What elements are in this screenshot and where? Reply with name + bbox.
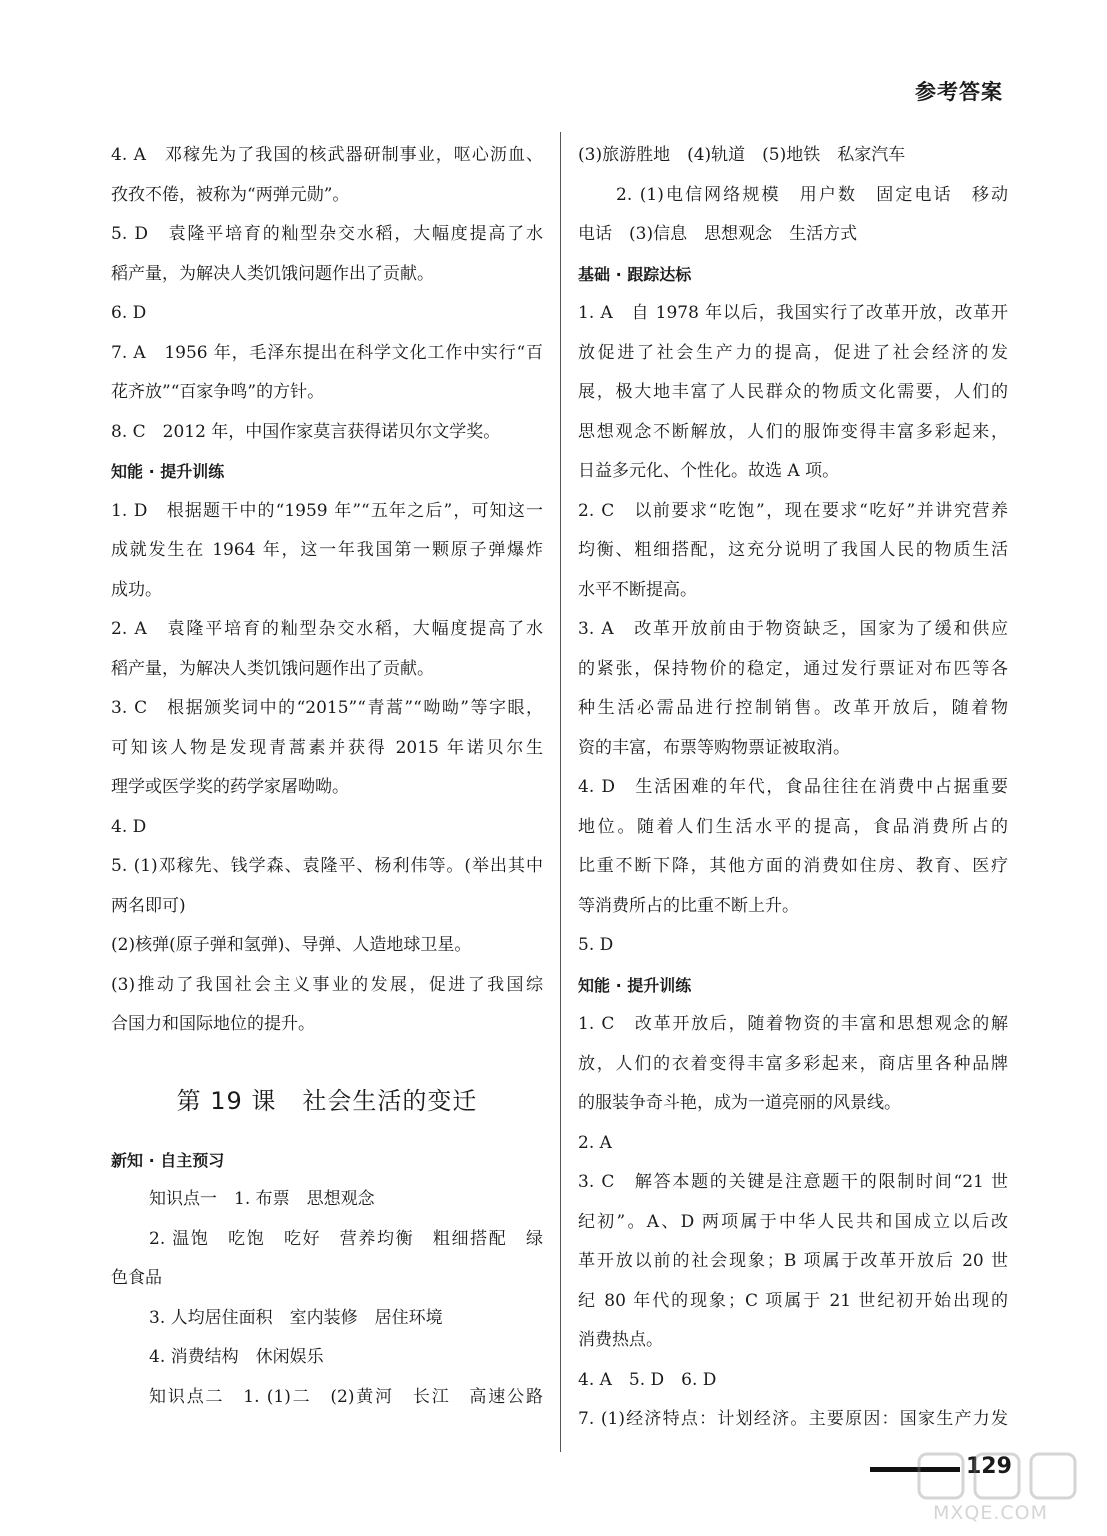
answer-line: 消费热点。: [578, 1330, 663, 1350]
page-header: 参考答案: [915, 80, 1003, 104]
answer-line: (3)旅游胜地 (4)轨道 (5)地铁 私家汽车: [578, 145, 906, 165]
answer-line: 2. C 以前要求“吃饱”，现在要求“吃好”并讲究营养: [578, 500, 1008, 521]
answer-line: 放促进了社会生产力的提高，促进了社会经济的发: [578, 342, 1008, 363]
answer-line: 色食品: [111, 1268, 162, 1288]
lesson-name: 社会生活的变迁: [302, 1086, 478, 1115]
answer-line: 4. D: [111, 816, 147, 837]
answer-line: 资的丰富，布票等购物票证被取消。: [578, 737, 850, 758]
section-heading: 新知 · 自主预习: [111, 1150, 225, 1170]
answer-line: 3. C 解答本题的关键是注意题干的限制时间“21 世: [578, 1172, 1008, 1192]
answer-line: 等消费所占的比重不断上升。: [578, 895, 799, 916]
answer-line: 6. D: [111, 303, 147, 323]
answer-line: 纪 80 年代的现象；C 项属于 21 世纪初开始出现的: [578, 1290, 1008, 1311]
answer-line: 地位。随着人们生活水平的提高，食品消费所占的: [578, 816, 1008, 837]
answer-line: 展，极大地丰富了人民群众的物质文化需要，人们的: [578, 382, 1008, 402]
answer-line: 4. 消费结构 休闲娱乐: [149, 1347, 324, 1367]
answer-line: 成就发生在 1964 年，这一年我国第一颗原子弹爆炸: [111, 540, 543, 560]
answer-line: 3. 人均居住面积 室内装修 居住环境: [149, 1307, 443, 1328]
answer-line: 放，人们的衣着变得丰富多彩起来，商店里各种品牌: [578, 1053, 1008, 1074]
answer-line: 的紧张，保持物价的稳定，通过发行票证对布匹等各: [578, 658, 1008, 679]
answer-line: 1. A 自 1978 年以后，我国实行了改革开放，改革开: [578, 303, 1008, 323]
answer-line: 1. C 改革开放后，随着物资的丰富和思想观念的解: [578, 1014, 1008, 1034]
answer-line: 日益多元化、个性化。故选 A 项。: [578, 461, 840, 481]
answer-line: 4. A 邓稼先为了我国的核武器研制事业，呕心沥血、: [111, 145, 543, 165]
answer-line: 7. (1)经济特点：计划经济。主要原因：国家生产力发: [578, 1409, 1009, 1429]
answer-line: 知识点一 1. 布票 思想观念: [149, 1189, 375, 1209]
answer-line: 电话 (3)信息 思想观念 生活方式: [578, 224, 858, 244]
answer-line: 3. A 改革开放前由于物资缺乏，国家为了缓和供应: [578, 619, 1008, 639]
answer-line: 成功。: [111, 579, 162, 600]
answer-line: 两名即可): [111, 895, 186, 916]
answer-line: (2)核弹(原子弹和氢弹)、导弹、人造地球卫星。: [111, 935, 472, 955]
answer-line: 知识点二 1. (1)二 (2)黄河 长江 高速公路: [149, 1386, 543, 1407]
answer-line: 5. (1)邓稼先、钱学森、袁隆平、杨利伟等。(举出其中: [111, 856, 543, 876]
answer-line: 2. A: [578, 1132, 612, 1153]
column-divider: [560, 132, 561, 1452]
answer-line: 稻产量，为解决人类饥饿问题作出了贡献。: [111, 263, 434, 284]
answer-line: 8. C 2012 年，中国作家莫言获得诺贝尔文学奖。: [111, 421, 501, 442]
answer-line: 纪初”。A、D 两项属于中华人民共和国成立以后改: [578, 1211, 1008, 1232]
section-heading: 基础 · 跟踪达标: [578, 264, 692, 284]
page-number: 129: [966, 1454, 1012, 1479]
section-heading: 知能 · 提升训练: [111, 462, 225, 481]
page-footer: [870, 1454, 1012, 1482]
right-column: [578, 136, 1008, 1440]
answer-line: 思想观念不断解放，人们的服饰变得丰富多彩起来，: [578, 421, 1008, 442]
answer-line: 合国力和国际地位的提升。: [111, 1014, 315, 1034]
answer-line: 稻产量，为解决人类饥饿问题作出了贡献。: [111, 658, 434, 679]
answer-line: 比重不断下降，其他方面的消费如住房、教育、医疗: [578, 856, 1008, 876]
answer-line: 孜孜不倦，被称为“两弹元勋”。: [111, 184, 350, 205]
answer-line: 水平不断提高。: [578, 579, 697, 600]
answer-line: 均衡、粗细搭配，这充分说明了我国人民的物质生活: [578, 540, 1008, 560]
answer-line: 2. 温饱 吃饱 吃好 营养均衡 粗细搭配 绿: [149, 1228, 543, 1249]
answer-line: 的服装争奇斗艳，成为一道亮丽的风景线。: [578, 1093, 901, 1113]
lesson-title: [111, 1045, 543, 1141]
answer-line: 7. A 1956 年，毛泽东提出在科学文化工作中实行“百: [111, 342, 543, 363]
answer-line: 5. D: [578, 935, 614, 955]
answer-line: 5. D 袁隆平培育的籼型杂交水稻，大幅度提高了水: [111, 224, 543, 244]
answer-line: 种生活必需品进行控制销售。改革开放后，随着物: [578, 698, 1008, 718]
left-column: [111, 136, 543, 1417]
answer-line: 4. A 5. D 6. D: [578, 1369, 717, 1390]
answer-line: (3)推动了我国社会主义事业的发展，促进了我国综: [111, 974, 543, 995]
answer-line: 4. D 生活困难的年代，食品往往在消费中占据重要: [578, 777, 1008, 797]
lesson-number: 第 19 课: [176, 1086, 277, 1115]
footer-bar: [870, 1467, 960, 1472]
answer-line: 革开放以前的社会现象；B 项属于改革开放后 20 世: [578, 1251, 1008, 1271]
answer-line: 花齐放”“百家争鸣”的方针。: [111, 382, 325, 402]
section-heading: 知能 · 提升训练: [578, 975, 692, 995]
answer-line: 3. C 根据颁奖词中的“2015”“青蒿”“呦呦”等字眼，: [111, 698, 543, 718]
watermark-site: MXQE.COM: [933, 1502, 1049, 1524]
answer-line: 2. A 袁隆平培育的籼型杂交水稻，大幅度提高了水: [111, 619, 543, 639]
answer-line: 可知该人物是发现青蒿素并获得 2015 年诺贝尔生: [111, 737, 543, 758]
answer-line: 2. (1)电信网络规模 用户数 固定电话 移动: [616, 184, 1008, 205]
answer-line: 1. D 根据题干中的“1959 年”“五年之后”，可知这一: [111, 500, 543, 521]
answer-line: 理学或医学奖的药学家屠呦呦。: [111, 777, 349, 797]
